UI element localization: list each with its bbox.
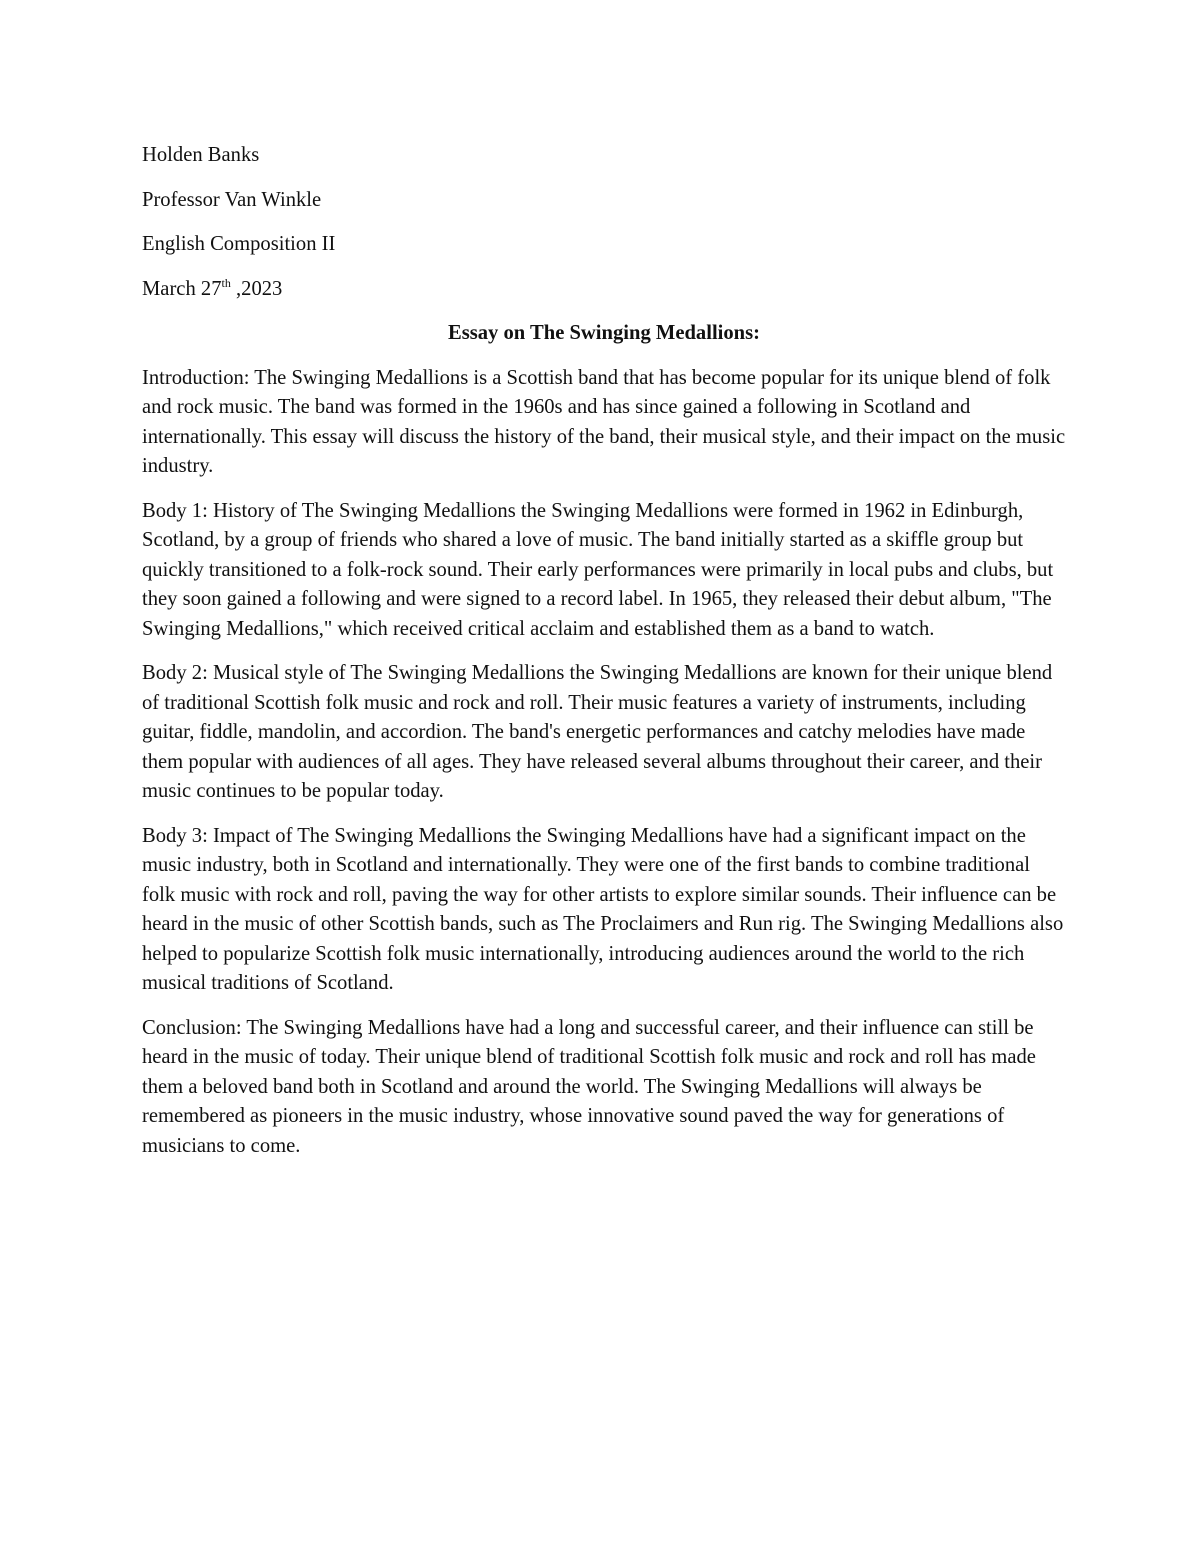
paragraph-introduction: Introduction: The Swinging Medallions is a Scottish band that has become popular for its unique blend of folk and rock music. The band was formed in the 1960s and has since gained a following in Scotland and internationally. This essay will discuss the history of the band, their musical style, and their impact on the music industry. bbox=[142, 366, 1066, 477]
author-name: Holden Banks bbox=[142, 144, 260, 166]
date-ordinal-suffix: th bbox=[221, 275, 231, 290]
essay-title: Essay on The Swinging Medallions: bbox=[447, 322, 761, 344]
paragraph-conclusion: Conclusion: The Swinging Medallions have had a long and successful career, and their influence can still be heard in the music of today. Their unique blend of traditional Scottish folk music and rock and roll has made them a beloved band both in Scotland and around the world. The Swinging Medallions will always be remembered as pioneers in the music industry, whose innovative sound paved the way for generations of musicians to come. bbox=[142, 1016, 1036, 1157]
date-year: ,2023 bbox=[230, 277, 283, 300]
course-name: English Composition II bbox=[142, 233, 336, 255]
essay-date bbox=[142, 275, 1066, 305]
paragraph-body-3: Body 3: Impact of The Swinging Medallions the Swinging Medallions have had a significant impact on the music industry, both in Scotland and internationally. They were one of the first bands to combine traditional folk music with rock and roll, paving the way for other artists to explore similar sounds. Their influence can be heard in the music of other Scottish bands, such as The Proclaimers and Run rig. The Swinging Medallions also helped to popularize Scottish folk music internationally, introducing audiences around the world to the rich musical traditions of Scotland. bbox=[142, 824, 1064, 994]
paragraph-body-1: Body 1: History of The Swinging Medallions the Swinging Medallions were formed in 1962 in Edinburgh, Scotland, by a group of friends who shared a love of music. The band initially started as a skiffle group but quickly transitioned to a folk-rock sound. Their early performances were primarily in local pubs and clubs, but they soon gained a following and were signed to a record label. In 1965, they released their debut album, "The Swinging Medallions," which received critical acclaim and established them as a band to watch. bbox=[142, 499, 1054, 640]
date-month-day: March 27 bbox=[142, 277, 222, 300]
document-body bbox=[142, 141, 1066, 1176]
paragraph-body-2: Body 2: Musical style of The Swinging Medallions the Swinging Medallions are known for their unique blend of traditional Scottish folk music and rock and roll. Their music features a variety of instruments, including guitar, fiddle, mandolin, and accordion. The band's energetic performances and catchy melodies have made them popular with audiences of all ages. They have released several albums throughout their career, and their music continues to be popular today. bbox=[142, 662, 1053, 802]
professor-name: Professor Van Winkle bbox=[142, 188, 322, 211]
